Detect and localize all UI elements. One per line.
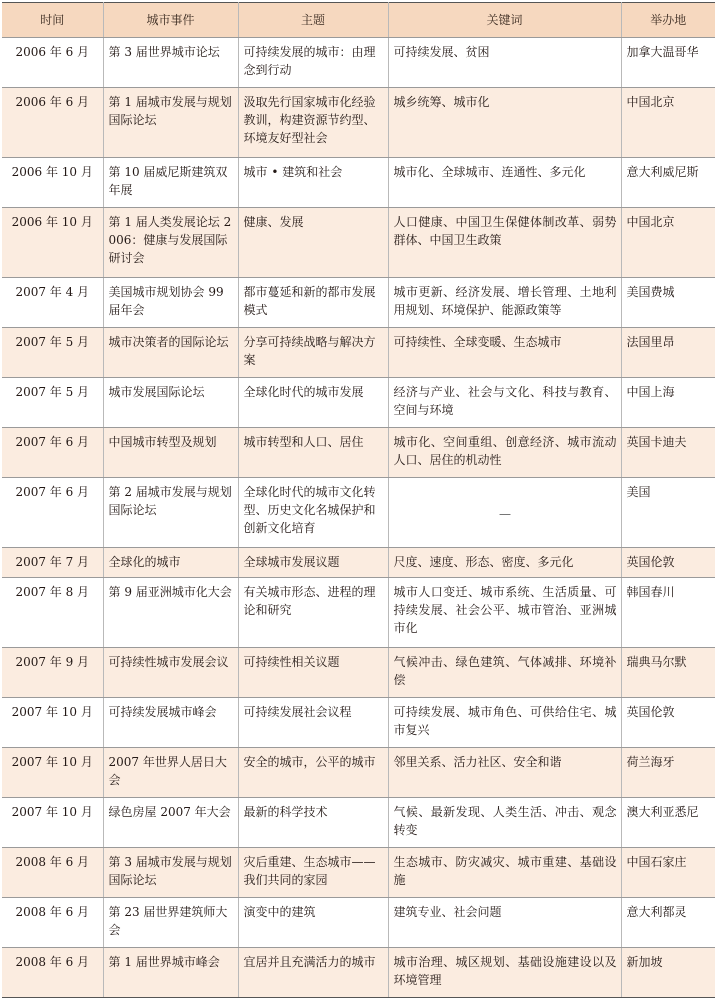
cell-keywords: 可持续发展、城市角色、可供给住宅、城市复兴	[388, 698, 621, 748]
cell-location: 中国上海	[621, 378, 715, 428]
cell-keywords: 生态城市、防灾减灾、城市重建、基础设施	[388, 848, 621, 898]
cell-time: 2006 年 10 月	[2, 208, 103, 278]
cell-event: 第 10 届威尼斯建筑双年展	[103, 158, 238, 208]
cell-event: 可持续性城市发展会议	[103, 648, 238, 698]
cell-event: 第 3 届世界城市论坛	[103, 38, 238, 88]
table-row	[2, 698, 715, 748]
cell-location: 中国石家庄	[621, 848, 715, 898]
table-row	[2, 328, 715, 378]
cell-time: 2007 年 4 月	[2, 278, 103, 328]
cell-event: 美国城市规划协会 99 届年会	[103, 278, 238, 328]
cell-keywords: 人口健康、中国卫生保健体制改革、弱势群体、中国卫生政策	[388, 208, 621, 278]
cell-time: 2008 年 6 月	[2, 898, 103, 948]
cell-location: 新加坡	[621, 948, 715, 998]
cell-theme: 全球城市发展议题	[238, 548, 388, 578]
cell-theme: 安全的城市，公平的城市	[238, 748, 388, 798]
cell-theme: 可持续发展的城市：由理念到行动	[238, 38, 388, 88]
cell-location: 意大利都灵	[621, 898, 715, 948]
header-location: 举办地	[621, 3, 715, 38]
cell-location: 法国里昂	[621, 328, 715, 378]
cell-time: 2007 年 6 月	[2, 428, 103, 478]
cell-event: 中国城市转型及规划	[103, 428, 238, 478]
header-time: 时间	[2, 3, 103, 38]
cell-time: 2007 年 10 月	[2, 748, 103, 798]
city-events-table	[2, 2, 715, 998]
cell-theme: 有关城市形态、进程的理论和研究	[238, 578, 388, 648]
header-theme: 主题	[238, 3, 388, 38]
cell-keywords: 城市化、全球城市、连通性、多元化	[388, 158, 621, 208]
cell-keywords: 气候、最新发现、人类生活、冲击、观念转变	[388, 798, 621, 848]
cell-event: 第 3 届城市发展与规划国际论坛	[103, 848, 238, 898]
cell-event: 第 1 届世界城市峰会	[103, 948, 238, 998]
cell-location: 意大利威尼斯	[621, 158, 715, 208]
cell-location: 荷兰海牙	[621, 748, 715, 798]
cell-location: 中国北京	[621, 208, 715, 278]
cell-theme: 城市 • 建筑和社会	[238, 158, 388, 208]
cell-time: 2007 年 7 月	[2, 548, 103, 578]
cell-time: 2007 年 6 月	[2, 478, 103, 548]
cell-theme: 都市蔓延和新的都市发展模式	[238, 278, 388, 328]
cell-event: 2007 年世界人居日大会	[103, 748, 238, 798]
cell-location: 英国伦敦	[621, 698, 715, 748]
cell-theme: 全球化时代的城市文化转型、历史文化名城保护和创新文化培育	[238, 478, 388, 548]
cell-location: 加拿大温哥华	[621, 38, 715, 88]
table-row	[2, 848, 715, 898]
cell-keywords: 经济与产业、社会与文化、科技与教育、空间与环境	[388, 378, 621, 428]
cell-keywords: 可持续性、全球变暖、生态城市	[388, 328, 621, 378]
table-row	[2, 278, 715, 328]
table-row	[2, 898, 715, 948]
cell-event: 城市决策者的国际论坛	[103, 328, 238, 378]
table-row	[2, 208, 715, 278]
table-row	[2, 548, 715, 578]
cell-keywords: 建筑专业、社会问题	[388, 898, 621, 948]
cell-event: 第 23 届世界建筑师大会	[103, 898, 238, 948]
table-header-row	[2, 3, 715, 38]
table-row	[2, 38, 715, 88]
table-row	[2, 378, 715, 428]
cell-keywords: 尺度、速度、形态、密度、多元化	[388, 548, 621, 578]
cell-keywords: 邻里关系、活力社区、安全和谐	[388, 748, 621, 798]
cell-event: 全球化的城市	[103, 548, 238, 578]
cell-event: 可持续发展城市峰会	[103, 698, 238, 748]
header-keywords: 关键词	[388, 3, 621, 38]
cell-keywords: —	[388, 478, 621, 548]
cell-keywords: 可持续发展、贫困	[388, 38, 621, 88]
cell-location: 瑞典马尔默	[621, 648, 715, 698]
cell-theme: 可持续发展社会议程	[238, 698, 388, 748]
cell-location: 澳大利亚悉尼	[621, 798, 715, 848]
cell-time: 2007 年 9 月	[2, 648, 103, 698]
cell-theme: 城市转型和人口、居住	[238, 428, 388, 478]
cell-event: 第 9 届亚洲城市化大会	[103, 578, 238, 648]
events-table-container	[2, 2, 715, 998]
cell-location: 英国卡迪夫	[621, 428, 715, 478]
cell-time: 2007 年 5 月	[2, 328, 103, 378]
cell-time: 2007 年 10 月	[2, 798, 103, 848]
cell-time: 2007 年 5 月	[2, 378, 103, 428]
cell-theme: 可持续性相关议题	[238, 648, 388, 698]
cell-time: 2008 年 6 月	[2, 948, 103, 998]
cell-time: 2006 年 10 月	[2, 158, 103, 208]
cell-theme: 健康、发展	[238, 208, 388, 278]
cell-event: 第 1 届城市发展与规划国际论坛	[103, 88, 238, 158]
cell-theme: 分享可持续战略与解决方案	[238, 328, 388, 378]
cell-event: 绿色房屋 2007 年大会	[103, 798, 238, 848]
cell-time: 2006 年 6 月	[2, 38, 103, 88]
cell-location: 韩国春川	[621, 578, 715, 648]
cell-location: 美国费城	[621, 278, 715, 328]
table-row	[2, 578, 715, 648]
cell-location: 英国伦敦	[621, 548, 715, 578]
cell-theme: 最新的科学技术	[238, 798, 388, 848]
cell-event: 第 1 届人类发展论坛 2006：健康与发展国际研讨会	[103, 208, 238, 278]
table-row	[2, 798, 715, 848]
cell-event: 第 2 届城市发展与规划国际论坛	[103, 478, 238, 548]
table-row	[2, 428, 715, 478]
table-row	[2, 948, 715, 998]
cell-time: 2007 年 10 月	[2, 698, 103, 748]
cell-keywords: 城市治理、城区规划、基础设施建设以及环境管理	[388, 948, 621, 998]
cell-keywords: 城市更新、经济发展、增长管理、土地利用规划、环境保护、能源政策等	[388, 278, 621, 328]
cell-theme: 宜居并且充满活力的城市	[238, 948, 388, 998]
cell-keywords: 城乡统筹、城市化	[388, 88, 621, 158]
cell-event: 城市发展国际论坛	[103, 378, 238, 428]
cell-location: 中国北京	[621, 88, 715, 158]
cell-time: 2008 年 6 月	[2, 848, 103, 898]
table-row	[2, 478, 715, 548]
cell-location: 美国	[621, 478, 715, 548]
cell-theme: 全球化时代的城市发展	[238, 378, 388, 428]
cell-keywords: 气候冲击、绿色建筑、气体减排、环境补偿	[388, 648, 621, 698]
cell-time: 2007 年 8 月	[2, 578, 103, 648]
table-row	[2, 88, 715, 158]
cell-time: 2006 年 6 月	[2, 88, 103, 158]
table-row	[2, 648, 715, 698]
cell-keywords: 城市化、空间重组、创意经济、城市流动人口、居住的机动性	[388, 428, 621, 478]
table-body	[2, 38, 715, 998]
table-row	[2, 158, 715, 208]
cell-theme: 灾后重建、生态城市——我们共同的家园	[238, 848, 388, 898]
cell-theme: 汲取先行国家城市化经验教训，构建资源节约型、环境友好型社会	[238, 88, 388, 158]
cell-keywords: 城市人口变迁、城市系统、生活质量、可持续发展、社会公平、城市管治、亚洲城市化	[388, 578, 621, 648]
table-row	[2, 748, 715, 798]
header-event: 城市事件	[103, 3, 238, 38]
cell-theme: 演变中的建筑	[238, 898, 388, 948]
